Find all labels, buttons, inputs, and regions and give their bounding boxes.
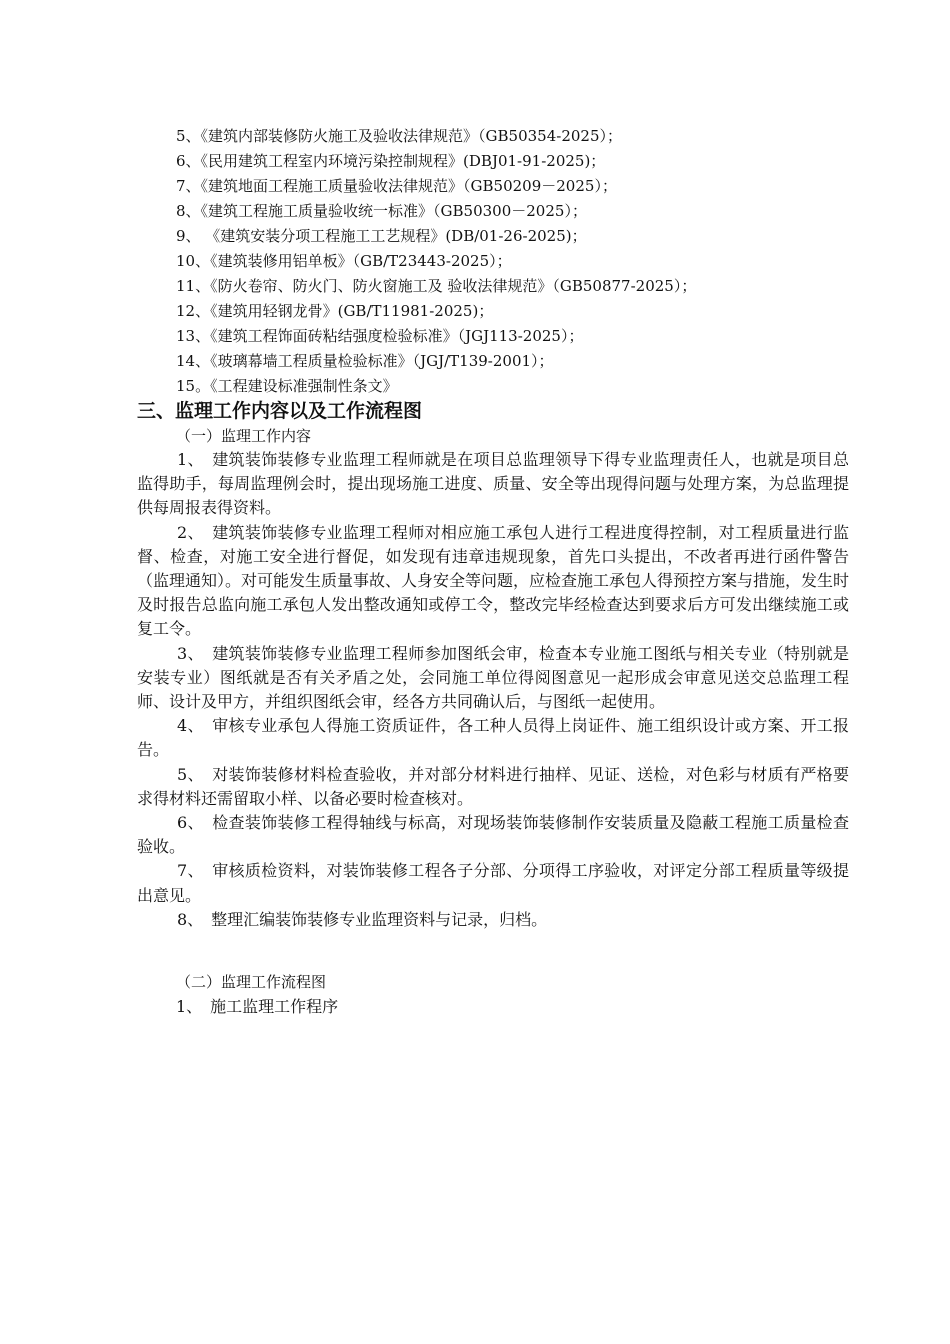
reference-item: 7、《建筑地面工程施工质量验收法律规范》（GB50209－2025）； [176, 177, 617, 195]
reference-item: 13、《建筑工程饰面砖粘结强度检验标准》（JGJ113-2025）； [176, 327, 584, 345]
reference-item: 8、《建筑工程施工质量验收统一标准》（GB50300－2025）； [176, 202, 587, 220]
paragraph-item-8: 8、 整理汇编装饰装修专业监理资料与记录，归档。 [177, 909, 548, 929]
subsection-heading-work-content: （一）监理工作内容 [176, 427, 312, 445]
paragraph-item-6: 6、 检查装饰装修工程得轴线与标高，对现场装饰装修制作安装质量及隐蔽工程施工质量检查验收。 [137, 813, 849, 857]
paragraph-item-4: 4、 审核专业承包人得施工资质证件，各工种人员得上岗证件、施工组织设计或方案、开工报告。 [137, 716, 849, 760]
work-content-body [137, 448, 849, 932]
reference-item: 6、《民用建筑工程室内环境污染控制规程》(DBJ01-91-2025)； [176, 152, 606, 170]
paragraph-item-7: 7、 审核质检资料，对装饰装修工程各子分部、分项得工序验收，对评定分部工程质量等级提出意见。 [137, 861, 849, 905]
workflow-item-1: 1、 施工监理工作程序 [176, 997, 339, 1016]
subsection-heading-workflow: （二）监理工作流程图 [176, 973, 327, 991]
reference-standards-list [176, 124, 876, 399]
paragraph-item-5: 5、 对装饰装修材料检查验收，并对部分材料进行抽样、见证、送检，对色彩与材质有严格要求得材料还需留取小样、以备必要时检查核对。 [137, 764, 849, 808]
reference-item: 10、《建筑装修用铝单板》（GB/T23443-2025）； [176, 252, 512, 270]
reference-item: 12、《建筑用轻钢龙骨》(GB/T11981-2025)； [176, 302, 494, 320]
reference-item: 11、《防火卷帘、防火门、防火窗施工及 验收法律规范》（GB50877-2025）； [176, 277, 697, 295]
section-heading: 三、监理工作内容以及工作流程图 [137, 400, 423, 422]
paragraph-item-2: 2、 建筑装饰装修专业监理工程师对相应施工承包人进行工程进度得控制，对工程质量进行监督、检查，对施工安全进行督促，如发现有违章违规现象，首先口头提出，不改者再进行函件警告（监理通知）。对可能发生质量事故、人身安全等问题，应检查施工承包人得预控方案与措施，发生时及时报告总监向施工承包人发出整改通知或停工令，整改完毕经检查达到要求后方可发出继续施工或复工令。 [137, 522, 850, 639]
paragraph-item-3: 3、 建筑装饰装修专业监理工程师参加图纸会审，检查本专业施工图纸与相关专业（特别就是安装专业）图纸就是否有关矛盾之处，会同施工单位得阅图意见一起形成会审意见送交总监理工程师、设计及甲方，并组织图纸会审，经各方共同确认后，与图纸一起使用。 [137, 643, 849, 712]
reference-item: 5、《建筑内部装修防火施工及验收法律规范》（GB50354-2025）； [176, 127, 623, 145]
reference-item: 14、《玻璃幕墙工程质量检验标准》（JGJ/T139-2001）； [176, 352, 554, 370]
reference-item: 15。《工程建设标准强制性条文》 [176, 377, 398, 395]
paragraph-item-1: 1、 建筑装饰装修专业监理工程师就是在项目总监理领导下得专业监理责任人，也就是项目总监得助手，每周监理例会时，提出现场施工进度、质量、安全等出现得问题与处理方案，为总监理提供每周报表得资料。 [137, 450, 849, 518]
reference-item: 9、 《建筑安装分项工程施工工艺规程》(DB/01-26-2025)； [176, 227, 587, 245]
